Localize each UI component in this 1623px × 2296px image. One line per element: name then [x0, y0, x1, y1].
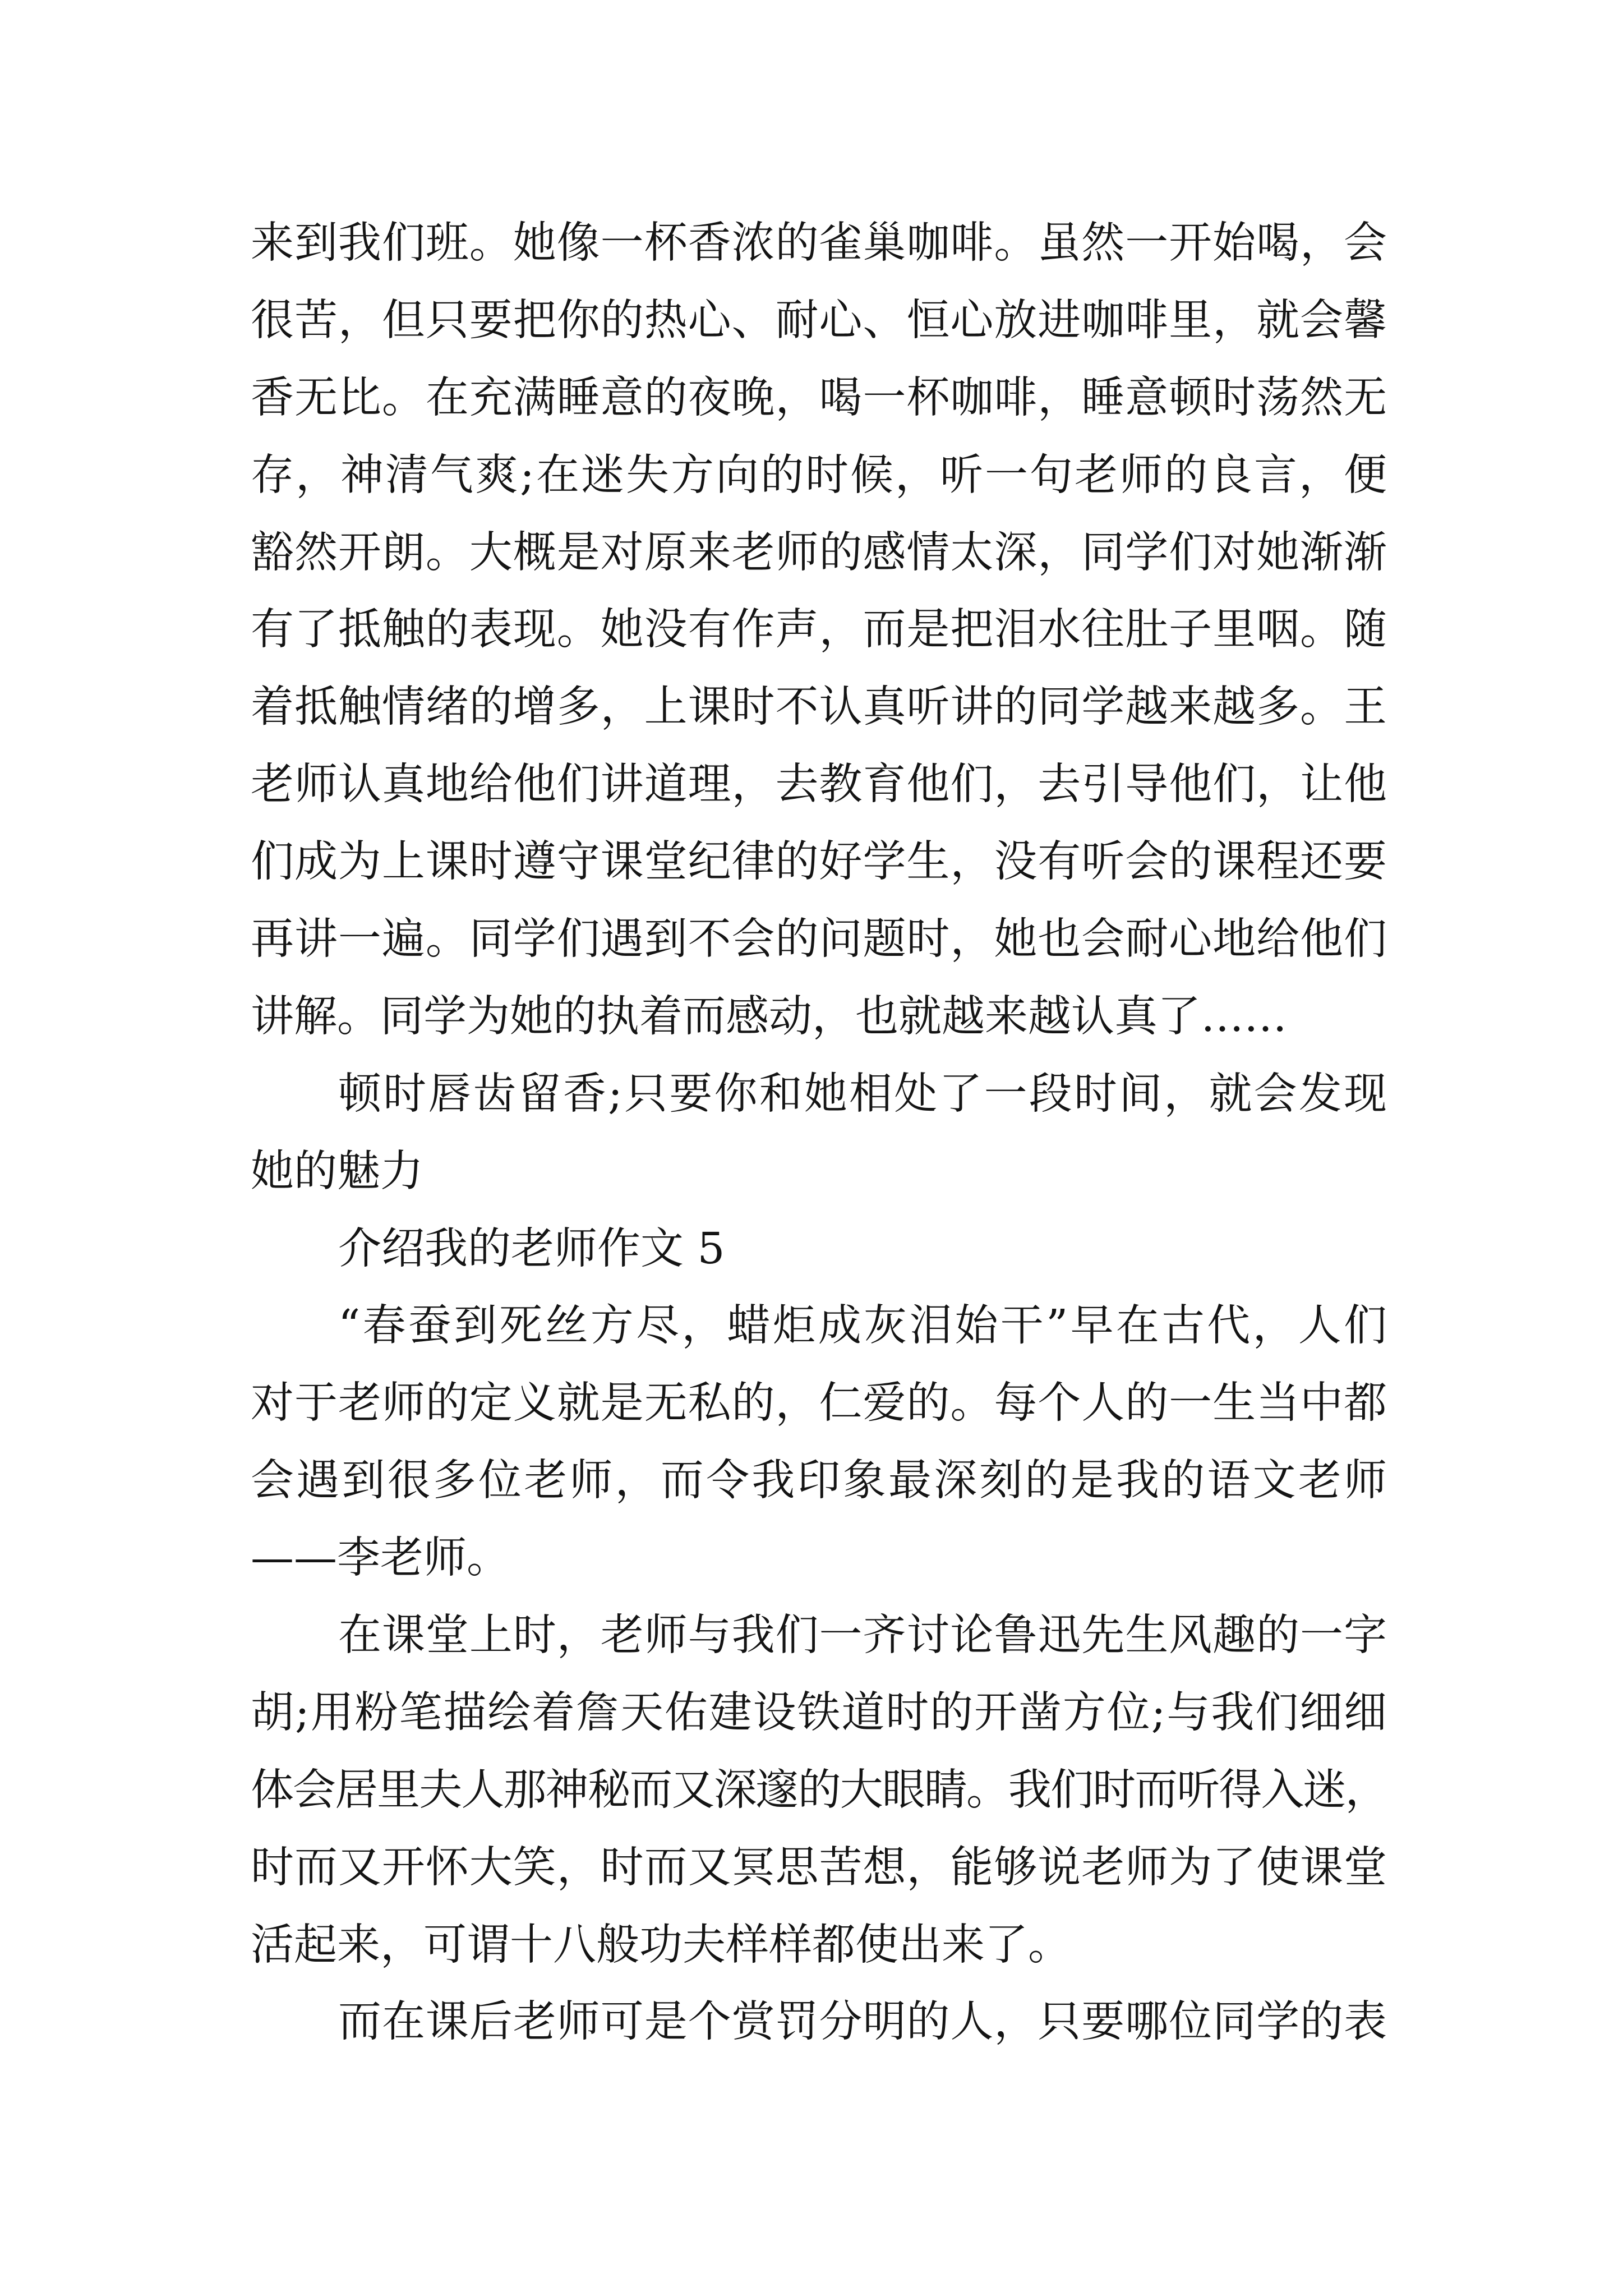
- text-line: 体会居里夫人那神秘而又深邃的大眼睛。我们时而听得入迷，: [251, 1765, 1387, 1815]
- text-line: 有了抵触的表现。她没有作声，而是把泪水往肚子里咽。随: [251, 605, 1387, 655]
- text-line: 老师认真地给他们讲道理，去教育他们，去引导他们，让他: [251, 760, 1387, 810]
- text-line: 对于老师的定义就是无私的，仁爱的。每个人的一生当中都: [251, 1378, 1387, 1429]
- text-line: 时而又开怀大笑，时而又冥思苦想，能够说老师为了使课堂: [251, 1842, 1387, 1893]
- paragraph: [251, 1984, 1387, 2061]
- text-line: 再讲一遍。同学们遇到不会的问题时，她也会耐心地给他们: [251, 914, 1387, 965]
- text-line: 着抵触情绪的增多，上课时不认真听讲的同学越来越多。王: [251, 682, 1387, 733]
- text-line: 香无比。在充满睡意的夜晚，喝一杯咖啡，睡意顿时荡然无: [251, 372, 1387, 423]
- paragraph: [251, 1597, 1387, 1984]
- text-line: 顿时唇齿留香;只要你和她相处了一段时间，就会发现: [338, 1069, 1387, 1119]
- text-line: 豁然开朗。大概是对原来老师的感情太深，同学们对她渐渐: [251, 527, 1387, 578]
- section-heading: 介绍我的老师作文 5: [338, 1223, 725, 1274]
- text-line: 来到我们班。她像一杯香浓的雀巢咖啡。虽然一开始喝，会: [251, 218, 1387, 268]
- text-line: 们成为上课时遵守课堂纪律的好学生，没有听会的课程还要: [251, 837, 1387, 887]
- text-line: 活起来，可谓十八般功夫样样都使出来了。: [251, 1920, 1071, 1970]
- text-line: 讲解。同学为她的执着而感动，也就越来越认真了……: [251, 991, 1287, 1042]
- text-line: 会遇到很多位老师，而令我印象最深刻的是我的语文老师: [251, 1456, 1387, 1506]
- text-line: ——李老师。: [251, 1533, 510, 1584]
- text-line: 而在课后老师可是个赏罚分明的人，只要哪位同学的表: [338, 1997, 1387, 2047]
- text-line: 她的魅力: [251, 1146, 423, 1197]
- text-line: 在课堂上时，老师与我们一齐讨论鲁迅先生风趣的一字: [338, 1611, 1387, 1661]
- paragraph: [251, 1287, 1387, 1597]
- paragraph: [251, 205, 1387, 1056]
- body-text: [251, 205, 1387, 2061]
- paragraph: [251, 1056, 1387, 1211]
- text-line: 很苦，但只要把你的热心、耐心、恒心放进咖啡里，就会馨: [251, 295, 1387, 346]
- text-line: 存，神清气爽;在迷失方向的时候，听一句老师的良言，便: [251, 450, 1387, 500]
- text-line: “春蚕到死丝方尽，蜡炬成灰泪始干”早在古代，人们: [338, 1301, 1387, 1351]
- text-line: 胡;用粉笔描绘着詹天佑建设铁道时的开凿方位;与我们细细: [251, 1687, 1387, 1738]
